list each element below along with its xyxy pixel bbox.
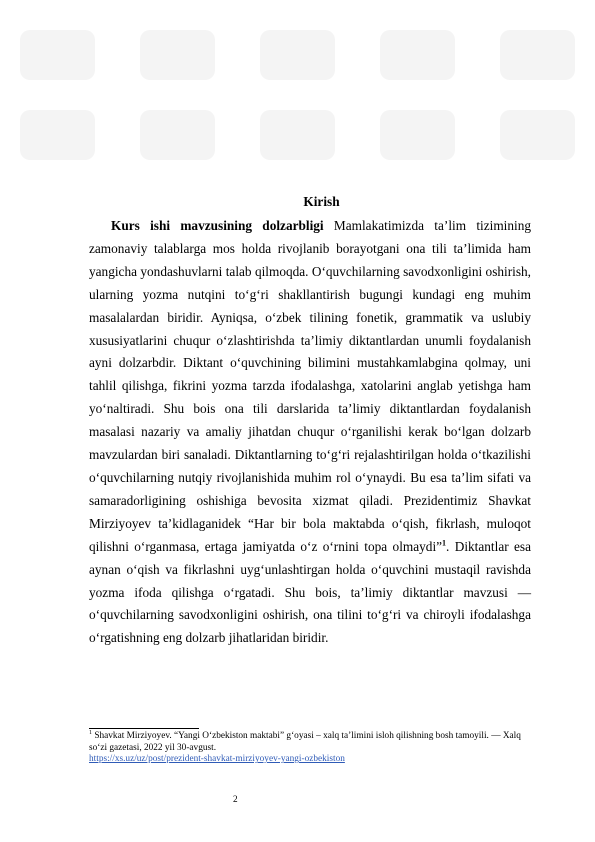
page-number: 2 [233, 795, 238, 805]
intro-paragraph [89, 215, 531, 650]
footnote [89, 731, 539, 766]
footnote-reference[interactable]: 1 [442, 538, 447, 548]
page-title: Kirish [303, 194, 340, 209]
paragraph-text-after: . Diktantlar esa aynan o‘qish va fikrlashni uyg‘unlashtirgan holda o‘quvchini mustaqil ravishda yozma ifoda qilishga o‘rgatadi. Shu bois, ta’limiy diktantlar mavzusi — o‘quvchilarning savodxonligini oshirish, ona tilini to‘g‘ri va chiroyli ifodalashga o‘rgatishning eng dolzarb jihatlaridan biridir. [89, 538, 531, 646]
footnote-marker: 1 [89, 729, 92, 736]
footnote-link[interactable]: https://xs.uz/uz/post/prezident-shavkat-mirziyoyev-yangi-ozbekiston [89, 754, 345, 765]
paragraph-text: Mamlakatimizda ta’lim tizimining zamonaviy talablarga mos holda rivojlanib borayotgani ona tili ta’limida ham yangicha yondashuvlarni talab qilmoqda. O‘quvchilarning savodxonligini oshirish, ularning yozma nutqini to‘g‘ri shakllantirish bugungi kundagi eng muhim masalalardan biridir. Ayniqsa, o‘zbek tilining fonetik, grammatik va uslubiy xususiyatlarini chuqur o‘zlashtirishda ta’limiy diktantlardan unumli foydalanish ayni dolzarbdir. Diktant o‘quvchining bilimini mustahkamlabgina qolmay, uni tahlil qilishga, fikrini yozma tarzda ifodalashga, xatolarini anglab yetishga ham yo‘naltiradi. Shu bois ona tili darslarida ta’limiy diktantlardan foydalanish masalasi nazariy va amaliy jihatdan chuqur o‘rganilishi kerak bo‘lgan dolzarb mavzulardan biri sanaladi. Diktantlarning to‘g‘ri rejalashtirilgan holda o‘tkazilishi o‘quvchilarning nutqiy rivojlanishida muhim rol o‘ynaydi. Bu esa ta’lim sifati va samaradorligining oshishiga bevosita xizmat qiladi. Prezidentimiz Shavkat Mirziyoyev ta’kidlaganidek “Har bir bola maktabda o‘qish, fikrlash, muloqot qilishni o‘rganmasa, ertaga jamiyatda o‘z o‘rnini topa olmaydi” [89, 218, 531, 554]
paragraph-lead: Kurs ishi mavzusining dolzarbligi [111, 218, 324, 233]
footnote-text: Shavkat Mirziyoyev. “Yangi O‘zbekiston maktabi” g‘oyasi – xalq ta’limini isloh qilishning bosh tamoyili. — Xalq so‘zi gazetasi, 2022 yil 30-avgust. [89, 731, 521, 753]
footnote-divider [89, 728, 199, 729]
